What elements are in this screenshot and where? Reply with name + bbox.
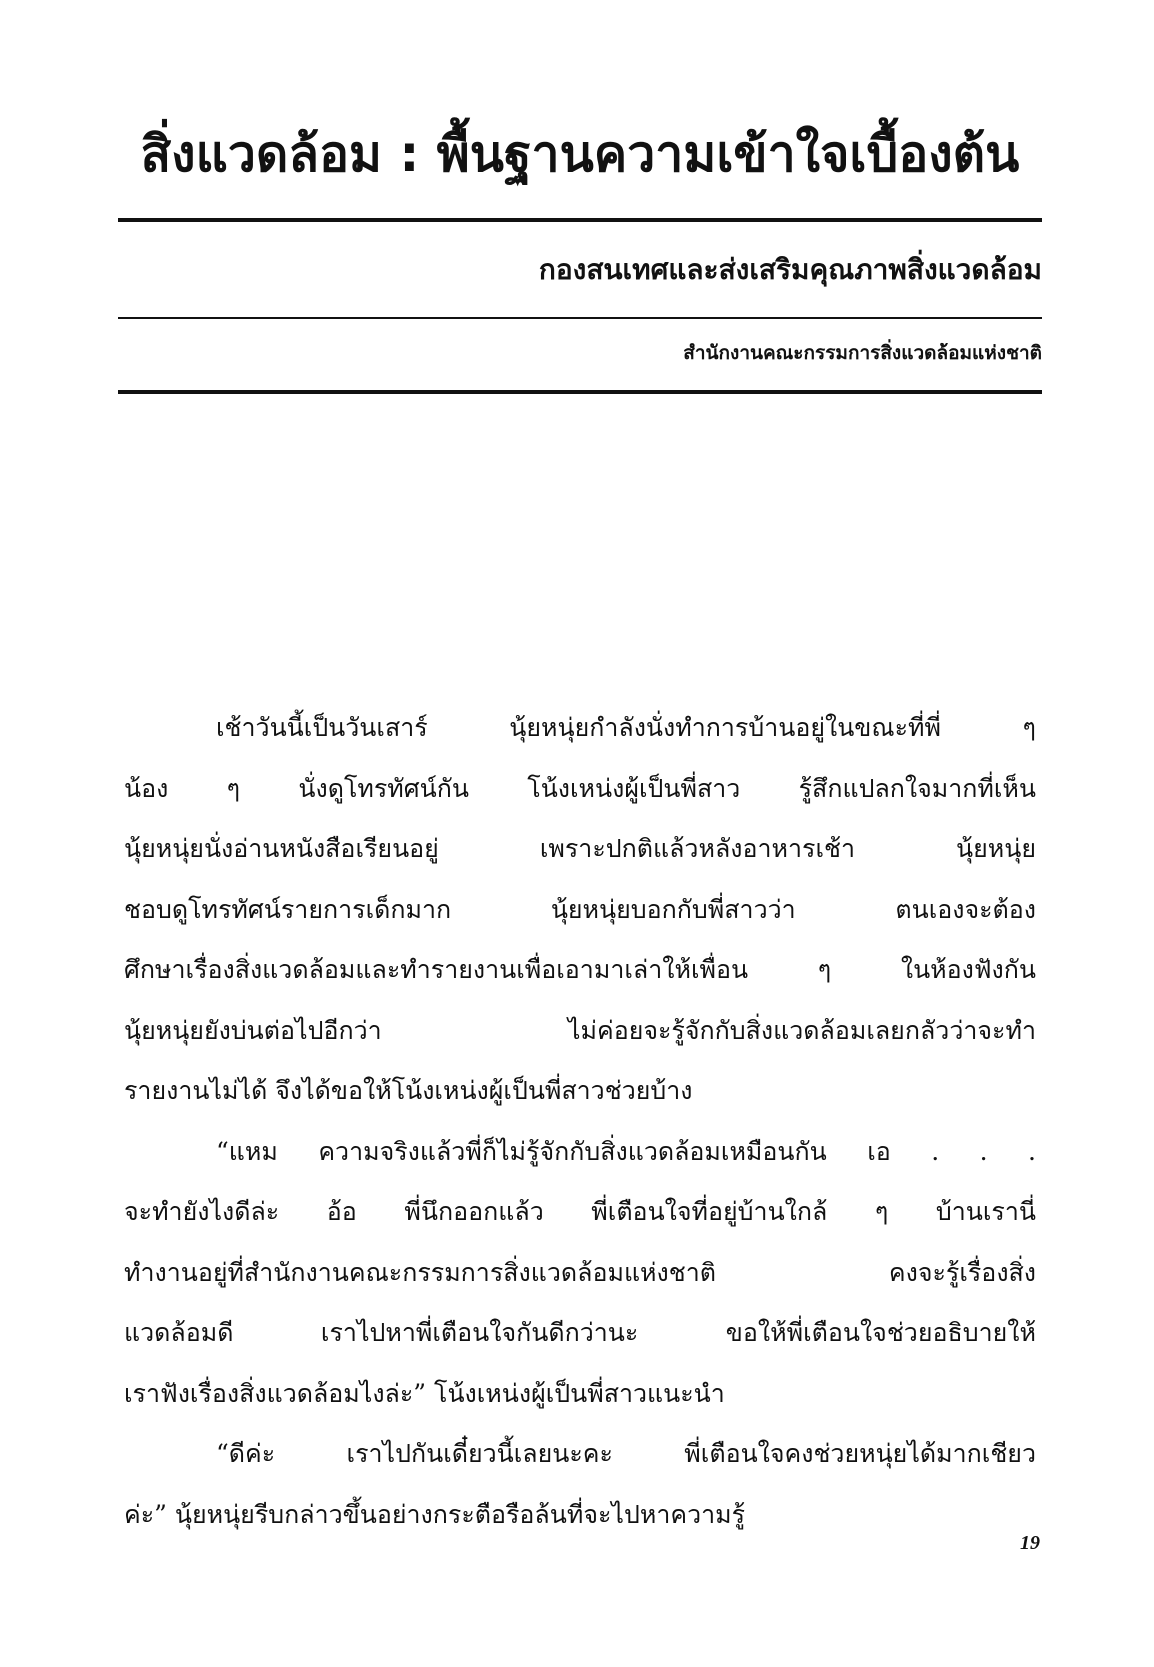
paragraph-line: เราฟังเรื่องสิ่งแวดล้อมไงล่ะ” โน้งเหน่งผู้เป็นพี่สาวแนะนำ bbox=[124, 1378, 725, 1408]
paragraph-line: ชอบดูโทรทัศน์รายการเด็กมาก นุ้ยหนุ่ยบอกกับพี่สาวว่า ตนเองจะต้อง bbox=[124, 894, 1036, 924]
department-name: กองสนเทศและส่งเสริมคุณภาพสิ่งแวดล้อม bbox=[538, 253, 1042, 286]
paragraph-line: ทำงานอยู่ที่สำนักงานคณะกรรมการสิ่งแวดล้อมแห่งชาติ คงจะรู้เรื่องสิ่ง bbox=[124, 1257, 1036, 1287]
paragraph-line: ค่ะ” นุ้ยหนุ่ยรีบกล่าวขึ้นอย่างกระตือรือล้นที่จะไปหาความรู้ bbox=[124, 1499, 746, 1529]
paragraph-line: เช้าวันนี้เป็นวันเสาร์ นุ้ยหนุ่ยกำลังนั่งทำการบ้านอยู่ในขณะที่พี่ ๆ bbox=[216, 713, 1036, 742]
paragraph-line: น้อง ๆ นั่งดูโทรทัศน์กัน โน้งเหน่งผู้เป็นพี่สาว รู้สึกแปลกใจมากที่เห็น bbox=[124, 773, 1036, 803]
paragraph-line: รายงานไม่ได้ จึงได้ขอให้โน้งเหน่งผู้เป็นพี่สาวช่วยบ้าง bbox=[124, 1076, 693, 1105]
paragraph-line: จะทำยังไงดีล่ะ อ้อ พี่นึกออกแล้ว พี่เตือนใจที่อยู่บ้านใกล้ ๆ บ้านเรานี่ bbox=[124, 1197, 1036, 1226]
paragraph-line: “ดีค่ะ เราไปกันเดี๋ยวนี้เลยนะคะ พี่เตือนใจคงช่วยหนุ่ยได้มากเชียว bbox=[216, 1439, 1036, 1468]
body-text bbox=[124, 698, 1036, 1545]
paragraph-line: นุ้ยหนุ่ยนั่งอ่านหนังสือเรียนอยู่ เพราะปกติแล้วหลังอาหารเช้า นุ้ยหนุ่ย bbox=[124, 834, 1036, 863]
office-name: สำนักงานคณะกรรมการสิ่งแวดล้อมแห่งชาติ bbox=[683, 342, 1042, 364]
title-divider-rule bbox=[118, 218, 1042, 222]
paragraph-line: ศึกษาเรื่องสิ่งแวดล้อมและทำรายงานเพื่อเอามาเล่าให้เพื่อน ๆ ในห้องฟังกัน bbox=[124, 955, 1036, 984]
department-divider-rule bbox=[118, 317, 1042, 319]
page-title: สิ่งแวดล้อม : พื้นฐานความเข้าใจเบื้องต้น bbox=[140, 125, 1020, 183]
paragraph-line: “แหม ความจริงแล้วพี่ก็ไม่รู้จักกับสิ่งแวดล้อมเหมือนกัน เอ . . . bbox=[216, 1136, 1036, 1166]
header-bottom-rule bbox=[118, 390, 1042, 394]
paragraph-line: แวดล้อมดี เราไปหาพี่เตือนใจกันดีกว่านะ ขอให้พี่เตือนใจช่วยอธิบายให้ bbox=[124, 1318, 1036, 1347]
paragraph-line: นุ้ยหนุ่ยยังบ่นต่อไปอีกว่า ไม่ค่อยจะรู้จักกับสิ่งแวดล้อมเลยกลัวว่าจะทำ bbox=[124, 1015, 1036, 1045]
page-number: 19 bbox=[1020, 1532, 1040, 1554]
